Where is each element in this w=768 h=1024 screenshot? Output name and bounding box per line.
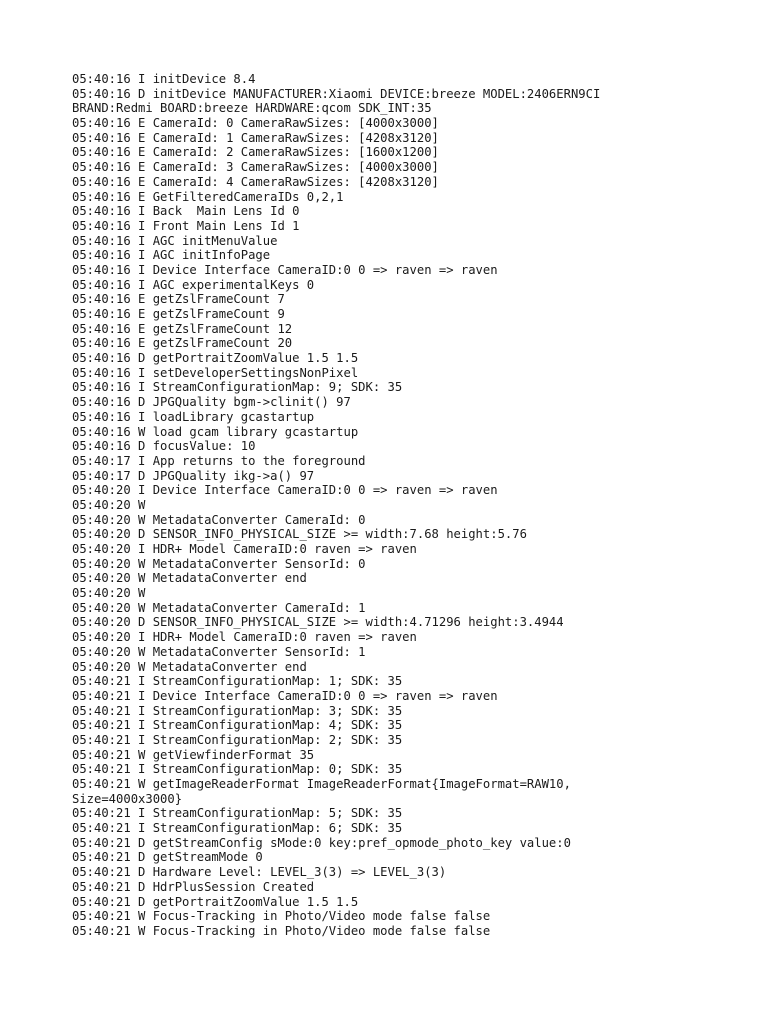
log-line: 05:40:20 I HDR+ Model CameraID:0 raven => raven	[72, 630, 417, 645]
log-line: 05:40:21 W Focus-Tracking in Photo/Video mode false false	[72, 923, 491, 938]
log-line: 05:40:16 D initDevice MANUFACTURER:Xiaomi DEVICE:breeze MODEL:2406ERN9CI	[72, 86, 601, 101]
log-line: 05:40:16 E CameraId: 4 CameraRawSizes: [4208x3120]	[72, 174, 439, 189]
log-line: 05:40:20 D SENSOR_INFO_PHYSICAL_SIZE >= width:7.68 height:5.76	[72, 527, 527, 542]
log-line: 05:40:16 I AGC initInfoPage	[72, 248, 271, 263]
log-lines	[72, 72, 712, 939]
log-line: 05:40:21 D getStreamConfig sMode:0 key:pref_opmode_photo_key value:0	[72, 835, 571, 850]
log-line: 05:40:20 W MetadataConverter CameraId: 0	[72, 512, 366, 527]
log-line: 05:40:21 W getViewfinderFormat 35	[72, 747, 315, 762]
log-line: 05:40:21 I StreamConfigurationMap: 5; SDK: 35	[72, 806, 403, 821]
log-line: 05:40:21 D Hardware Level: LEVEL_3(3) => LEVEL_3(3)	[72, 865, 447, 880]
log-line: 05:40:21 I StreamConfigurationMap: 4; SDK: 35	[72, 718, 403, 733]
log-line: 05:40:16 E getZslFrameCount 12	[72, 321, 293, 336]
log-line: 05:40:20 D SENSOR_INFO_PHYSICAL_SIZE >= width:4.71296 height:3.4944	[72, 615, 564, 630]
log-line: 05:40:21 I StreamConfigurationMap: 0; SDK: 35	[72, 762, 403, 777]
log-line: 05:40:16 I AGC experimentalKeys 0	[72, 277, 315, 292]
log-line: 05:40:16 E CameraId: 0 CameraRawSizes: [4000x3000]	[72, 116, 439, 131]
log-line: 05:40:20 W	[72, 586, 146, 601]
log-line: 05:40:16 D JPGQuality bgm->clinit() 97	[72, 395, 351, 410]
log-line: 05:40:21 W getImageReaderFormat ImageReaderFormat{ImageFormat=RAW10,	[72, 777, 571, 791]
log-line: 05:40:16 E GetFilteredCameraIDs 0,2,1	[72, 189, 344, 204]
log-line: 05:40:16 D focusValue: 10	[72, 439, 256, 454]
log-line: 05:40:20 W MetadataConverter SensorId: 0	[72, 556, 366, 571]
log-line: 05:40:21 I StreamConfigurationMap: 2; SDK: 35	[72, 732, 403, 747]
log-line: 05:40:16 E getZslFrameCount 20	[72, 336, 293, 351]
log-line: 05:40:16 I loadLibrary gcastartup	[72, 409, 315, 424]
log-line: 05:40:16 E CameraId: 3 CameraRawSizes: [4000x3000]	[72, 160, 439, 175]
log-line: 05:40:16 E CameraId: 2 CameraRawSizes: [1600x1200]	[72, 145, 439, 160]
log-document	[72, 72, 712, 939]
log-line: 05:40:21 D HdrPlusSession Created	[72, 879, 315, 894]
log-line: 05:40:21 I Device Interface CameraID:0 0 => raven => raven	[72, 688, 498, 703]
log-line: 05:40:16 E CameraId: 1 CameraRawSizes: [4208x3120]	[72, 130, 439, 145]
log-line: 05:40:20 W MetadataConverter end	[72, 659, 307, 674]
log-line: 05:40:16 W load gcam library gcastartup	[72, 424, 359, 439]
log-line: 05:40:21 I StreamConfigurationMap: 3; SDK: 35	[72, 703, 403, 718]
log-line: Size=4000x3000}	[72, 791, 183, 806]
log-line: 05:40:16 I initDevice 8.4	[72, 72, 256, 86]
log-line: 05:40:17 D JPGQuality ikg->a() 97	[72, 468, 315, 483]
log-line: 05:40:20 W MetadataConverter SensorId: 1	[72, 644, 366, 659]
log-line: 05:40:16 I AGC initMenuValue	[72, 233, 278, 248]
log-line: 05:40:16 I Front Main Lens Id 1	[72, 218, 300, 233]
log-line: 05:40:16 I Device Interface CameraID:0 0 => raven => raven	[72, 262, 498, 277]
log-line: 05:40:20 I Device Interface CameraID:0 0 => raven => raven	[72, 483, 498, 498]
log-line: 05:40:16 I Back Main Lens Id 0	[72, 204, 300, 219]
log-line: 05:40:21 D getPortraitZoomValue 1.5 1.5	[72, 894, 359, 909]
log-line: 05:40:16 E getZslFrameCount 7	[72, 292, 285, 307]
log-line: 05:40:21 W Focus-Tracking in Photo/Video mode false false	[72, 909, 491, 924]
log-line: 05:40:16 I StreamConfigurationMap: 9; SDK: 35	[72, 380, 403, 395]
log-line: 05:40:16 E getZslFrameCount 9	[72, 307, 285, 321]
log-line: 05:40:20 W MetadataConverter end	[72, 571, 307, 586]
log-line: 05:40:21 I StreamConfigurationMap: 1; SDK: 35	[72, 674, 403, 689]
log-line: 05:40:16 I setDeveloperSettingsNonPixel	[72, 365, 359, 380]
log-line: 05:40:21 D getStreamMode 0	[72, 850, 263, 865]
log-line: 05:40:20 W MetadataConverter CameraId: 1	[72, 600, 366, 615]
log-line: 05:40:21 I StreamConfigurationMap: 6; SDK: 35	[72, 821, 403, 836]
log-line: BRAND:Redmi BOARD:breeze HARDWARE:qcom SDK_INT:35	[72, 101, 432, 116]
log-line: 05:40:16 D getPortraitZoomValue 1.5 1.5	[72, 351, 359, 366]
log-line: 05:40:17 I App returns to the foreground	[72, 453, 366, 468]
log-line: 05:40:20 W	[72, 497, 146, 512]
log-line: 05:40:20 I HDR+ Model CameraID:0 raven => raven	[72, 542, 417, 556]
